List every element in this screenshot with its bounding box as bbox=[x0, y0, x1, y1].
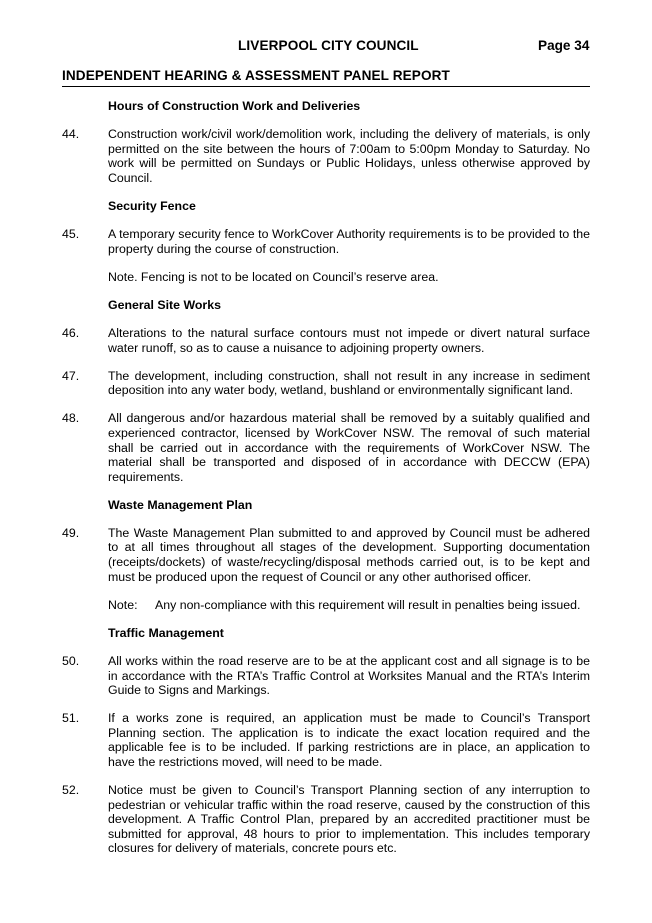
condition-item bbox=[62, 411, 590, 484]
condition-text: The Waste Management Plan submitted to and approved by Council must be adhered to at all times throughout all stages of the development. Supporting documentation (receipts/dockets) of waste/recycling/disposal methods carried out, is to be kept and must be produced upon the request of Council or any other authorised officer. bbox=[108, 525, 590, 584]
condition-item bbox=[62, 127, 590, 185]
condition-text: All dangerous and/or hazardous material shall be removed by a suitably qualified and experienced contractor, licensed by WorkCover NSW. The removal of such material shall be carried out in accordance with the requirements of WorkCover NSW. The material shall be transported and disposed of in accordance with DECCW (EPA) requirements. bbox=[108, 411, 590, 484]
condition-text: A temporary security fence to WorkCover Authority requirements is to be provided to the property during the course of construction. bbox=[108, 227, 590, 256]
section-heading-security-fence: Security Fence bbox=[108, 198, 196, 213]
condition-item bbox=[62, 783, 590, 856]
condition-number: 44. bbox=[62, 127, 80, 142]
section-heading-general-site-works: General Site Works bbox=[108, 297, 221, 312]
condition-number: 50. bbox=[62, 653, 80, 668]
condition-text: The development, including construction, shall not result in any increase in sediment deposition into any water body, wetland, bushland or environmentally significant land. bbox=[108, 368, 590, 398]
condition-item bbox=[62, 369, 590, 398]
section-heading-waste-management: Waste Management Plan bbox=[108, 497, 253, 512]
note-text: Any non-compliance with this requirement will result in penalties being issued. bbox=[155, 597, 581, 612]
condition-text: Notice must be given to Council’s Transport Planning section of any interruption to pedestrian or vehicular traffic within the road reserve, caused by the construction of this development. A Traffic Control Plan, prepared by an accredited practitioner must be submitted for approval, 48 hours to prior to implementation. This includes temporary closures for delivery of materials, concrete pours etc. bbox=[108, 783, 590, 856]
note-label: Note: bbox=[108, 597, 138, 612]
condition-number: 45. bbox=[62, 227, 80, 242]
condition-number: 47. bbox=[62, 368, 80, 383]
fence-note: Note. Fencing is not to be located on Council’s reserve area. bbox=[108, 269, 439, 284]
report-title: INDEPENDENT HEARING & ASSESSMENT PANEL REPORT bbox=[62, 68, 450, 83]
condition-text: If a works zone is required, an application must be made to Council’s Transport Planning section. The application is to indicate the exact location required and the applicable fee is to be included. If parking restrictions are in place, an application to have the restrictions moved, will need to be made. bbox=[108, 711, 590, 769]
section-heading-traffic-management: Traffic Management bbox=[108, 625, 224, 640]
header-divider bbox=[62, 86, 590, 87]
condition-item bbox=[62, 526, 590, 584]
condition-item bbox=[62, 654, 590, 698]
condition-text: All works within the road reserve are to be at the applicant cost and all signage is to be in accordance with the RTA’s Traffic Control at Worksites Manual and the RTA’s Interim Guide to Signs and Markings. bbox=[108, 653, 590, 698]
condition-item bbox=[62, 711, 590, 769]
condition-item bbox=[62, 326, 590, 355]
waste-note bbox=[108, 598, 590, 613]
document-body bbox=[62, 99, 590, 870]
condition-text: Alterations to the natural surface contours must not impede or divert natural surface water runoff, so as to cause a nuisance to adjoining property owners. bbox=[108, 325, 590, 355]
condition-number: 51. bbox=[62, 711, 80, 726]
condition-item bbox=[62, 227, 590, 256]
page-number: Page 34 bbox=[538, 38, 590, 53]
condition-text: Construction work/civil work/demolition work, including the delivery of materials, is only permitted on the site between the hours of 7:00am to 5:00pm Monday to Saturday. No work will be permitted on Sundays or Public Holidays, unless otherwise approved by Council. bbox=[108, 127, 590, 185]
condition-number: 49. bbox=[62, 525, 80, 540]
condition-number: 48. bbox=[62, 411, 80, 426]
condition-number: 52. bbox=[62, 783, 80, 798]
section-heading-hours: Hours of Construction Work and Deliveries bbox=[108, 99, 361, 113]
council-name: LIVERPOOL CITY COUNCIL bbox=[238, 38, 419, 53]
condition-number: 46. bbox=[62, 325, 80, 340]
